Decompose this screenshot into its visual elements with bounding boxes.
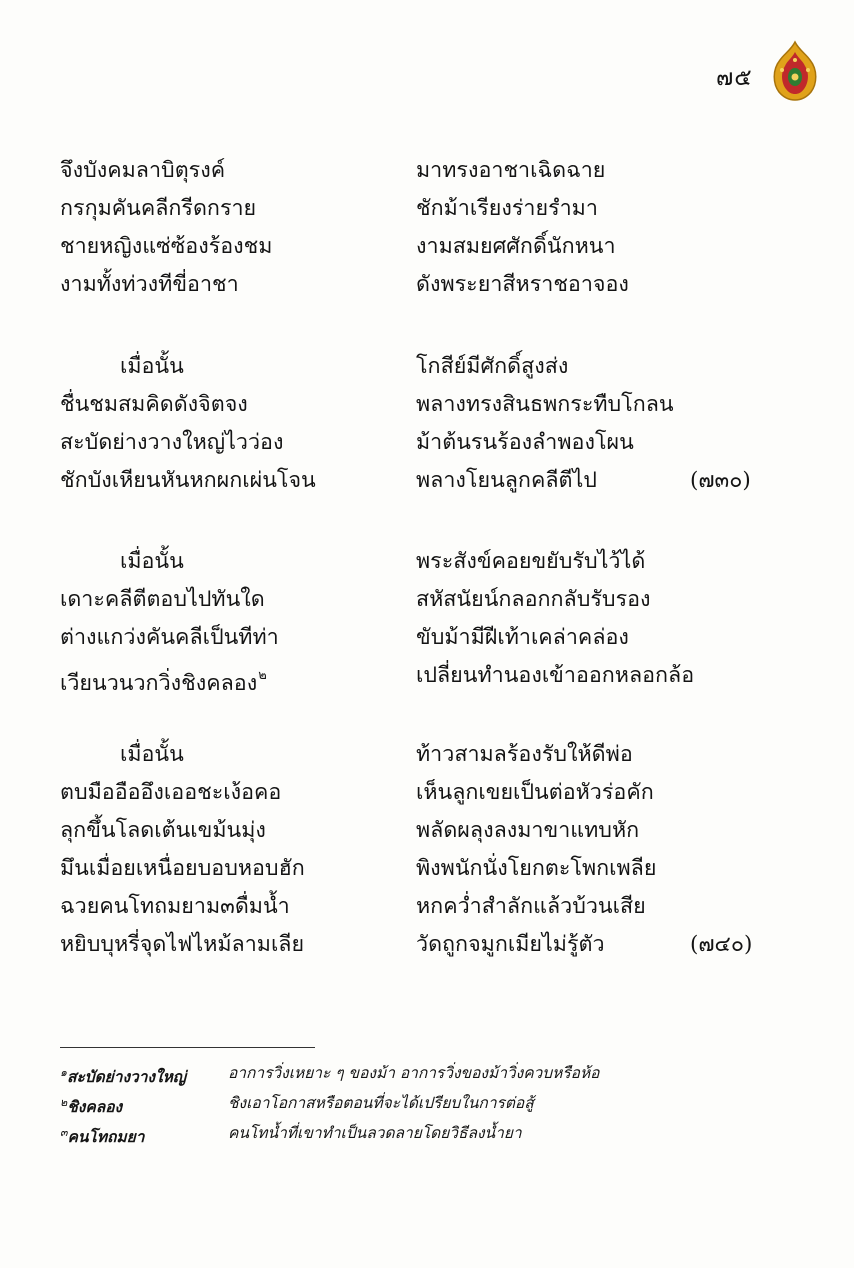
verse-left: กรกุมคันคลีกรีดกราย <box>60 196 257 221</box>
verse-left-text: เวียนวนวกวิ่งชิงคลอง <box>60 671 258 696</box>
verse-left: เมื่อนั้น <box>120 742 184 767</box>
verse-right: วัดถูกจมูกเมียไม่รู้ตัว <box>416 932 605 957</box>
footnote <box>60 1058 800 1088</box>
verse-left: ต่างแกว่งคันคลีเป็นทีท่า <box>60 625 279 650</box>
verse-line <box>0 424 854 462</box>
verse-right: พระสังข์คอยขยับรับไว้ได้ <box>416 549 646 574</box>
verse-right: เห็นลูกเขยเป็นต่อหัวร่อคัก <box>416 780 654 805</box>
footnote-term <box>60 1088 122 1122</box>
verse-line <box>0 926 854 964</box>
verse-line <box>0 543 854 581</box>
footnote-definition: อาการวิ่งเหยาะ ๆ ของม้า อาการวิ่งของม้าวิ่งควบหรือห้อ <box>228 1064 600 1082</box>
verse-line <box>0 348 854 386</box>
footnote-divider <box>60 1047 315 1048</box>
verse-line <box>0 462 854 500</box>
verse-line <box>0 152 854 190</box>
footnote-term <box>60 1118 144 1152</box>
verse-line <box>0 190 854 228</box>
verse-left: ตบมืออืออึงเออชะเง้อคอ <box>60 780 282 805</box>
footnote-term-text: สะบัดย่างวางใหญ่ <box>66 1067 186 1086</box>
verse-line <box>0 736 854 774</box>
verse-line <box>0 888 854 926</box>
footnote-marker: ๒ <box>258 668 267 683</box>
verse-left: หยิบบุหรี่จุดไฟไหม้ลามเลีย <box>60 932 305 957</box>
verse-line <box>0 266 854 304</box>
footnote-definition: คนโทน้ำที่เขาทำเป็นลวดลายโดยวิธีลงน้ำยา <box>228 1124 522 1142</box>
verse-left: ชักบังเหียนหันหกผกเผ่นโจน <box>60 468 316 493</box>
verse-right: มาทรงอาชาเฉิดฉาย <box>416 158 606 183</box>
verse-line <box>0 386 854 424</box>
verse-right: พลางโยนลูกคลีตีไป <box>416 468 597 493</box>
verse-right: ม้าต้นรนร้องลำพองโผน <box>416 430 634 455</box>
verse-line <box>0 657 854 695</box>
verse-left: สะบัดย่างวางใหญ่ไวว่อง <box>60 430 284 455</box>
verse-left <box>60 657 267 703</box>
verse-left: มึนเมื่อยเหนื่อยบอบหอบฮัก <box>60 856 305 881</box>
verse-right: เปลี่ยนทำนองเข้าออกหลอกล้อ <box>416 663 695 688</box>
verse-left: ชื่นชมสมคิดดังจิตจง <box>60 392 248 417</box>
verse-line <box>0 812 854 850</box>
crest-emblem-icon <box>770 40 820 102</box>
page-number: ๗๕ <box>716 65 753 91</box>
verse-line <box>0 581 854 619</box>
verse-right: พลัดผลุงลงมาขาแทบหัก <box>416 818 640 843</box>
footnote <box>60 1118 800 1148</box>
verse-left: งามทั้งท่วงทีขี่อาชา <box>60 272 239 297</box>
verse-right: โกสีย์มีศักดิ์สูงส่ง <box>416 354 569 379</box>
verse-left: เดาะคลีตีตอบไปทันใด <box>60 587 265 612</box>
footnote-mark: ๑ <box>60 1066 67 1079</box>
verse-left: ฉวยคนโทถมยาม๓ดื่มน้ำ <box>60 894 290 919</box>
footnote-mark: ๒ <box>60 1096 68 1109</box>
verse-right: ขับม้ามีฝีเท้าเคล่าคล่อง <box>416 625 629 650</box>
footnote-term <box>60 1058 186 1092</box>
verse-number: (๗๓๐) <box>690 468 751 493</box>
verse-left: เมื่อนั้น <box>120 354 184 379</box>
verse-right: พลางทรงสินธพกระทืบโกลน <box>416 392 674 417</box>
verse-right: ท้าวสามลร้องรับให้ดีพ่อ <box>416 742 633 767</box>
verse-right: ดังพระยาสีหราชอาจอง <box>416 272 629 297</box>
footnote-mark: ๓ <box>60 1126 68 1139</box>
verse-left: ลุกขึ้นโลดเต้นเขม้นมุ่ง <box>60 818 266 843</box>
verse-left: ชายหญิงแซ่ซ้องร้องชม <box>60 234 273 259</box>
verse-right: หกคว่ำสำลักแล้วบ้วนเสีย <box>416 894 646 919</box>
verse-right: ชักม้าเรียงร่ายรำมา <box>416 196 598 221</box>
footnote-term-text: ชิงคลอง <box>67 1097 123 1116</box>
verse-line <box>0 850 854 888</box>
verse-right: สหัสนัยน์กลอกกลับรับรอง <box>416 587 651 612</box>
verse-line <box>0 228 854 266</box>
verse-line <box>0 619 854 657</box>
verse-left: เมื่อนั้น <box>120 549 184 574</box>
verse-right: งามสมยศศักดิ์นักหนา <box>416 234 616 259</box>
verse-right: พิงพนักนั่งโยกตะโพกเพลีย <box>416 856 657 881</box>
verse-number: (๗๔๐) <box>690 932 753 957</box>
footnote-definition: ชิงเอาโอกาสหรือตอนที่จะได้เปรียบในการต่อสู้ <box>228 1094 534 1112</box>
footnote-term-text: คนโทถมยา <box>67 1127 145 1146</box>
footnote <box>60 1088 800 1118</box>
verse-left: จึงบังคมลาบิตุรงค์ <box>60 158 226 183</box>
verse-line <box>0 774 854 812</box>
